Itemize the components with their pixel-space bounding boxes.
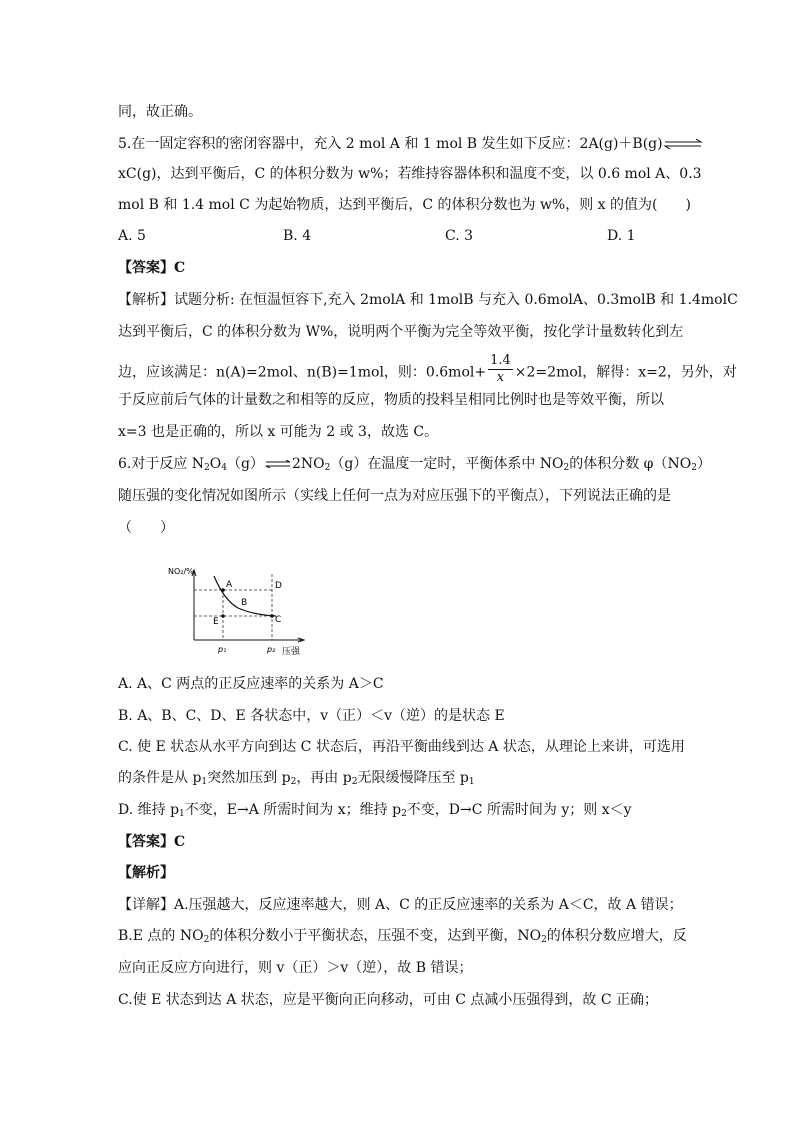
text-span: D. 维持 p [118, 802, 180, 818]
text-span: 的体积分数 φ（NO [569, 456, 692, 472]
text-span: （g）在温度一定时，平衡体系中 NO [330, 456, 564, 472]
option-6c-line-1: C. 使 E 状态从水平方向到达 C 状态后，再沿平衡曲线到达 A 状态，从理论上来讲，可选用 [118, 739, 685, 755]
question-6-line-3: （ ） [118, 520, 174, 536]
text-span: B.E 点的 NO [118, 928, 204, 944]
text-span: ） [696, 456, 711, 472]
point-b-label: B [241, 598, 248, 608]
option-c: C. 3 [445, 228, 474, 244]
point-c-label: C [275, 615, 282, 625]
option-6b: B. A、B、C、D、E 各状态中，v（正）＜v（逆）的是状态 E [118, 708, 505, 724]
subscript: 2 [203, 935, 210, 945]
p2-label: p₂ [267, 645, 276, 654]
text-span: 突然加压到 p [207, 770, 291, 786]
option-a: A. 5 [118, 228, 146, 244]
question-5-line-3: mol B 和 1.4 mol C 为起始物质，达到平衡后，C 的体积分数也为 w%，则 x 的值为( ) [118, 197, 691, 213]
detail-line-4: C.使 E 状态到达 A 状态，应是平衡向正向移动，可由 C 点减小压强得到，故 C 正确； [118, 992, 659, 1008]
analysis-line-2: 达到平衡后，C 的体积分数为 W%，说明两个平衡为完全等效平衡，按化学计量数转化到左 [118, 324, 684, 340]
y-axis-label: NO₂/% [168, 567, 194, 576]
detail-line-1: 【详解】A.压强越大，反应速率越大，则 A、C 的正反应速率的关系为 A＜C，故 A 错误； [118, 897, 683, 913]
subscript: 2 [401, 809, 407, 819]
option-6c-line-2 [118, 768, 475, 788]
answer-label: 【答案】C [118, 834, 186, 850]
analysis-line-5: x=3 也是正确的，所以 x 可能为 2 或 3，故选 C。 [118, 424, 439, 440]
text-span: 2NO [291, 456, 325, 472]
question-5-line-1 [118, 134, 703, 154]
text-span: 的体积分数应增大，反 [546, 928, 687, 944]
subscript: 2 [351, 777, 358, 787]
fraction-denominator: x [496, 370, 505, 385]
text-span: ×2=2mol，解得：x=2，另外，对 [514, 364, 737, 381]
text-span: ，再由 p [296, 770, 352, 786]
detail-line-2 [118, 926, 687, 946]
subscript: 2 [324, 463, 331, 473]
x-axis-label: 压强 [282, 647, 301, 657]
question-5-options [118, 226, 678, 246]
subscript: 2 [691, 463, 697, 473]
subscript: 2 [290, 777, 297, 787]
subscript: 2 [541, 935, 547, 945]
text-span: 6.对于反应 N [118, 456, 205, 472]
subscript: 2 [204, 463, 210, 473]
question-5-line-2: xC(g)，达到平衡后，C 的体积分数为 w%；若维持容器体积和温度不变，以 0.6 mol A、0.3 [118, 166, 702, 182]
subscript: 4 [221, 463, 228, 473]
equilibrium-arrow-icon [264, 460, 292, 468]
analysis-line-4: 于反应前后气体的计量数之和相等的反应，物质的投料呈相同比例时也是等效平衡，所以 [118, 392, 664, 408]
option-d: D. 1 [607, 228, 636, 244]
subscript: 1 [468, 777, 475, 787]
analysis-line-1: 【解析】试题分析: 在恒温恒容下,充入 2molA 和 1molB 与充入 0.6molA、0.3molB 和 1.4molC [118, 292, 738, 308]
text-span: 5.在一固定容积的密闭容器中，充入 2 mol A 和 1 mol B 发生如下反应：2A(g)＋B(g) [118, 136, 663, 152]
point-e-marker [221, 614, 225, 618]
text-span: 的体积分数小于平衡状态，压强不变，达到平衡，NO [209, 928, 542, 944]
text-span: （g） [227, 456, 264, 472]
detail-line-3: 应向正反应方向进行，则 v（正）＞v（逆），故 B 错误； [118, 960, 473, 976]
text-span: 的条件是从 p [118, 770, 202, 786]
text-span: O [209, 456, 222, 472]
fraction [488, 353, 513, 386]
point-a-marker [221, 588, 225, 592]
fraction-numerator: 1.4 [490, 353, 511, 368]
text-span: 无限缓慢降压至 p [357, 770, 469, 786]
p1-label: p₁ [218, 645, 227, 654]
question-6-line-1 [118, 454, 711, 474]
analysis-line-3 [118, 353, 737, 389]
question-6-line-2: 随压强的变化情况如图所示（实线上任何一点为对应压强下的平衡点），下列说法正确的是 [118, 488, 671, 504]
text-span: 不变，D→C 所需时间为 y；则 x＜y [406, 802, 632, 818]
option-6d [118, 800, 632, 820]
text-span: 边，应该满足：n(A)=2mol、n(B)=1mol，则：0.6mol+ [118, 364, 487, 381]
point-a-label: A [226, 580, 233, 590]
option-b: B. 4 [283, 228, 312, 244]
analysis-label: 【解析】 [118, 865, 174, 881]
subscript: 2 [563, 463, 570, 473]
point-e-label: E [213, 617, 219, 627]
answer-label: 【答案】C [118, 260, 186, 276]
paragraph-line: 同，故正确。 [118, 104, 202, 120]
point-c-marker [270, 614, 274, 618]
text-span: 不变，E→A 所需时间为 x；维持 p [184, 802, 402, 818]
point-d-label: D [275, 581, 282, 591]
option-6a: A. A、C 两点的正反应速率的关系为 A＞C [118, 676, 384, 692]
equilibrium-arrow-icon [663, 139, 703, 149]
subscript: 1 [179, 809, 185, 819]
equilibrium-figure [154, 560, 314, 662]
subscript: 1 [201, 777, 208, 787]
